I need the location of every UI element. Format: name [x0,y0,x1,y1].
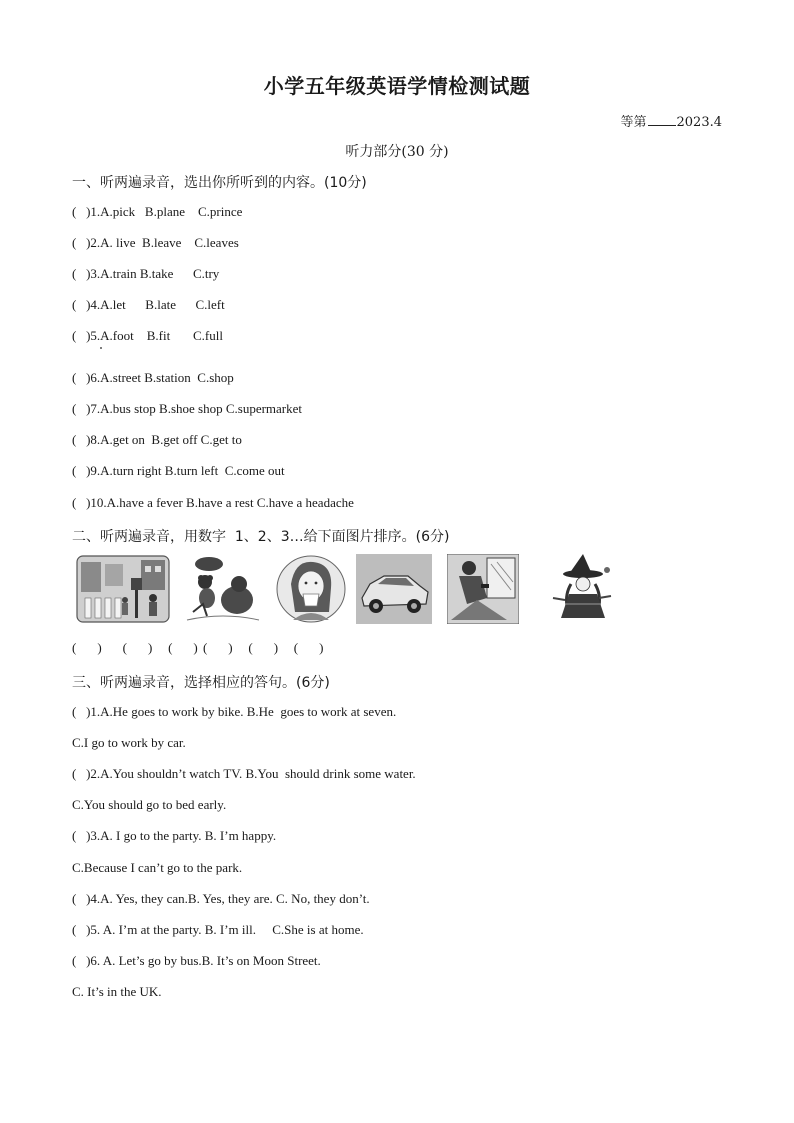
section1-heading: 一、听两遍录音，选出你所听到的内容。(10分) [72,175,367,191]
section2-heading: 二、听两遍录音，用数字 1、2、3…给下面图片排序。(6分) [72,529,450,545]
picture-answer-row: ( ) ( ) ( ) ( ) ( ) ( ) [72,640,324,655]
s3-line-2: C.I go to work by car. [72,735,186,750]
witch-costume-picture [545,554,617,624]
dateline [620,111,722,130]
s3-line-7: ( )4.A. Yes, they can.B. Yes, they are. C. No, they don’t. [72,891,370,906]
s3-line-5: ( )3.A. I go to the party. B. I’m happy. [72,828,277,843]
s3-line-1: ( )1.A.He goes to work by bike. B.He goes to work at seven. [72,704,397,719]
grade-blank [648,113,676,126]
listening-part-heading: 听力部分(30 分) [345,144,449,160]
s1-item-2: ( )2.A. live B.leave C.leaves [72,235,239,250]
page-title: 小学五年级英语学情检测试题 [263,74,531,98]
picture-row [75,554,635,626]
s3-line-9: ( )6. A. Let’s go by bus.B. It’s on Moon Street. [72,953,321,968]
s1-item-6: ( )6.A.street B.station C.shop [72,370,234,385]
s3-line-8: ( )5. A. I’m at the party. B. I’m ill. C.She is at home. [72,922,364,937]
car-picture [356,554,432,624]
speck [100,347,102,349]
s1-item-5: ( )5.A.foot B.fit C.full [72,328,223,343]
s3-line-3: ( )2.A.You shouldn’t watch TV. B.You should drink some water. [72,766,416,781]
window-boy-picture [447,554,519,624]
s3-line-4: C.You should go to bed early. [72,797,227,812]
exam-date: 2023.4 [676,115,722,130]
grade-label: 等第 [620,115,647,130]
s1-item-1: ( )1.A.pick B.plane C.prince [72,204,243,219]
section3-heading: 三、听两遍录音，选择相应的答句。(6分) [72,675,330,691]
s3-line-10: C. It’s in the UK. [72,984,162,999]
s1-item-3: ( )3.A.train B.take C.try [72,266,220,281]
figures-picture [183,554,263,624]
s1-item-4: ( )4.A.let B.late C.left [72,297,225,312]
s1-item-9: ( )9.A.turn right B.turn left C.come out [72,463,285,478]
sick-girl-picture [275,554,347,624]
s1-item-7: ( )7.A.bus stop B.shoe shop C.supermarket [72,401,303,416]
street-scene-picture [75,554,171,624]
s1-item-10: ( )10.A.have a fever B.have a rest C.have a headache [72,495,354,510]
s3-line-6: C.Because I can’t go to the park. [72,860,243,875]
s1-item-8: ( )8.A.get on B.get off C.get to [72,432,242,447]
